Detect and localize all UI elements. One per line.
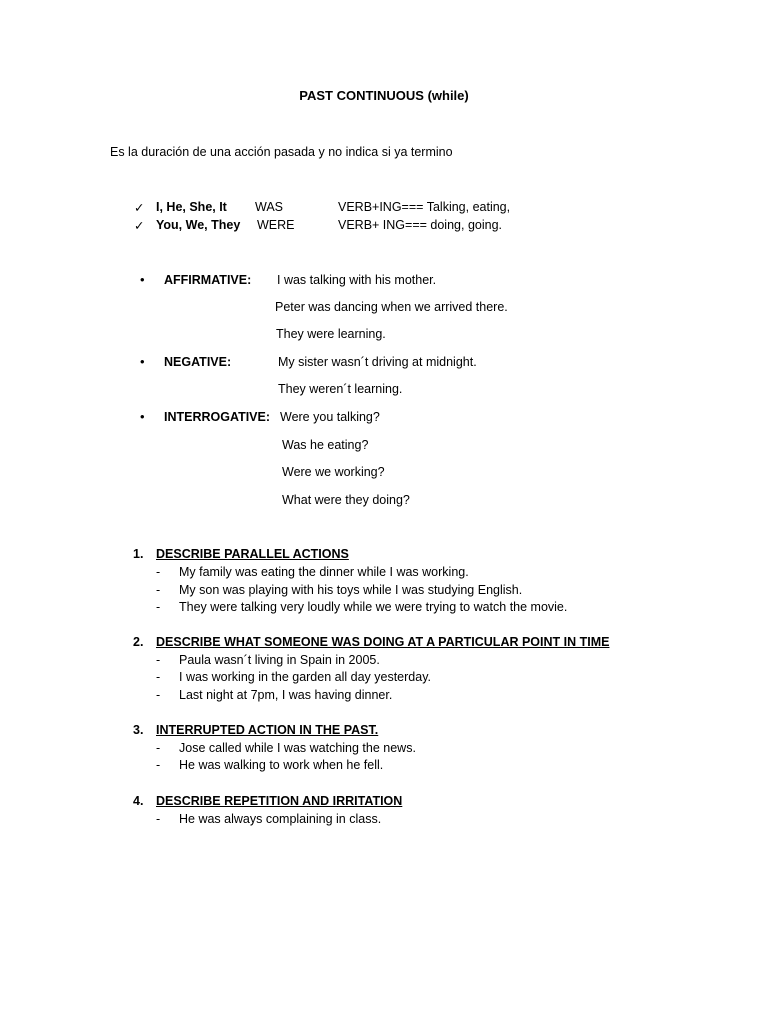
example-sentence: My sister wasn´t driving at midnight. xyxy=(278,355,477,369)
section-title: INTERRUPTED ACTION IN THE PAST. xyxy=(156,723,379,737)
dash-marker: - xyxy=(156,688,161,702)
dash-marker: - xyxy=(156,812,161,826)
page-title: PAST CONTINUOUS (while) xyxy=(299,88,469,103)
section-number: 2. xyxy=(133,635,144,649)
example-sentence: They weren´t learning. xyxy=(278,382,403,396)
list-item-text: He was always complaining in class. xyxy=(179,812,382,826)
list-item-text: Paula wasn´t living in Spain in 2005. xyxy=(179,653,380,667)
checkmark-icon: ✓ xyxy=(134,201,145,215)
section-title: DESCRIBE WHAT SOMEONE WAS DOING AT A PARTICULAR POINT IN TIME xyxy=(156,635,610,649)
section-title: DESCRIBE REPETITION AND IRRITATION xyxy=(156,794,403,808)
section-number: 3. xyxy=(133,723,144,737)
checkmark-icon: ✓ xyxy=(134,219,145,233)
verb-rule: VERB+ ING=== doing, going. xyxy=(338,218,502,232)
bullet-icon: • xyxy=(140,272,145,287)
example-sentence: They were learning. xyxy=(276,327,386,341)
list-item-text: Jose called while I was watching the news. xyxy=(179,741,416,755)
example-sentence: Was he eating? xyxy=(282,438,369,452)
example-sentence: Were we working? xyxy=(282,465,385,479)
list-item-text: My son was playing with his toys while I was studying English. xyxy=(179,583,523,597)
dash-marker: - xyxy=(156,583,161,597)
auxiliary-verb: WAS xyxy=(255,200,284,214)
dash-marker: - xyxy=(156,670,161,684)
affirmative-label: AFFIRMATIVE: xyxy=(164,273,252,287)
subject-pronouns: You, We, They xyxy=(156,218,241,232)
example-sentence: Were you talking? xyxy=(280,410,380,424)
bullet-icon: • xyxy=(140,354,145,369)
list-item-text: I was working in the garden all day yesterday. xyxy=(179,670,431,684)
example-sentence: I was talking with his mother. xyxy=(277,273,437,287)
example-sentence: Peter was dancing when we arrived there. xyxy=(275,300,508,314)
list-item-text: My family was eating the dinner while I was working. xyxy=(179,565,469,579)
list-item-text: He was walking to work when he fell. xyxy=(179,758,384,772)
interrogative-label: INTERROGATIVE: xyxy=(164,410,271,424)
section-title: DESCRIBE PARALLEL ACTIONS xyxy=(156,547,349,561)
negative-label: NEGATIVE: xyxy=(164,355,232,369)
dash-marker: - xyxy=(156,653,161,667)
list-item-text: They were talking very loudly while we were trying to watch the movie. xyxy=(179,600,568,614)
list-item-text: Last night at 7pm, I was having dinner. xyxy=(179,688,393,702)
subject-pronouns: I, He, She, It xyxy=(156,200,227,214)
example-sentence: What were they doing? xyxy=(282,493,410,507)
dash-marker: - xyxy=(156,565,161,579)
verb-rule: VERB+ING=== Talking, eating, xyxy=(338,200,511,214)
section-number: 1. xyxy=(133,547,144,561)
intro-text: Es la duración de una acción pasada y no indica si ya termino xyxy=(110,145,453,159)
dash-marker: - xyxy=(156,600,161,614)
dash-marker: - xyxy=(156,741,161,755)
section-number: 4. xyxy=(133,794,144,808)
auxiliary-verb: WERE xyxy=(257,218,295,232)
bullet-icon: • xyxy=(140,409,145,424)
dash-marker: - xyxy=(156,758,161,772)
